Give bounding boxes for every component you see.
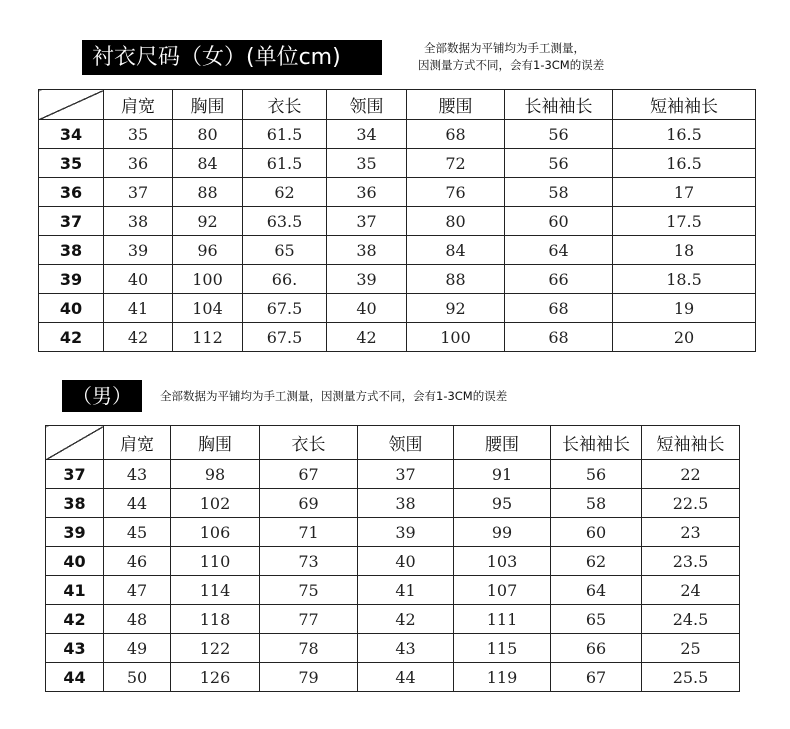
- women-note-line-2: 因测量方式不同，会有1-3CM的误差: [418, 58, 605, 72]
- measurement-cell: 46: [104, 547, 171, 576]
- measurement-cell: 78: [260, 634, 358, 663]
- measurement-cell: 43: [358, 634, 454, 663]
- size-label-cell: 40: [46, 547, 104, 576]
- size-label-cell: 42: [39, 323, 104, 352]
- measurement-cell: 41: [358, 576, 454, 605]
- column-header: 领围: [358, 426, 454, 460]
- measurement-cell: 38: [327, 236, 407, 265]
- measurement-cell: 22.5: [642, 489, 740, 518]
- measurement-cell: 50: [104, 663, 171, 692]
- measurement-cell: 67: [260, 460, 358, 489]
- measurement-cell: 17: [613, 178, 756, 207]
- measurement-cell: 36: [327, 178, 407, 207]
- table-row: [46, 605, 740, 634]
- column-header: 衣长: [243, 90, 327, 120]
- column-header: 短袖袖长: [642, 426, 740, 460]
- measurement-cell: 56: [505, 149, 613, 178]
- measurement-cell: 62: [243, 178, 327, 207]
- men-size-table: [45, 425, 740, 692]
- table-row: [39, 323, 756, 352]
- size-label-cell: 36: [39, 178, 104, 207]
- column-header: 肩宽: [104, 426, 171, 460]
- size-label-cell: 37: [39, 207, 104, 236]
- measurement-cell: 40: [358, 547, 454, 576]
- women-note-line-1: 全部数据为平铺均为手工测量，: [424, 41, 585, 55]
- measurement-cell: 45: [104, 518, 171, 547]
- women-measurement-note: [418, 40, 604, 74]
- measurement-cell: 71: [260, 518, 358, 547]
- measurement-cell: 16.5: [613, 149, 756, 178]
- measurement-cell: 61.5: [243, 120, 327, 149]
- measurement-cell: 112: [173, 323, 243, 352]
- men-measurement-note: 全部数据为平铺均为手工测量，因测量方式不同，会有1-3CM的误差: [160, 389, 508, 403]
- measurement-cell: 44: [358, 663, 454, 692]
- measurement-cell: 16.5: [613, 120, 756, 149]
- measurement-cell: 110: [171, 547, 260, 576]
- table-row: [39, 265, 756, 294]
- measurement-cell: 76: [407, 178, 505, 207]
- measurement-cell: 48: [104, 605, 171, 634]
- column-header: 腰围: [454, 426, 551, 460]
- measurement-cell: 24.5: [642, 605, 740, 634]
- measurement-cell: 99: [454, 518, 551, 547]
- column-header: 胸围: [171, 426, 260, 460]
- measurement-cell: 23.5: [642, 547, 740, 576]
- table-row: [39, 149, 756, 178]
- measurement-cell: 20: [613, 323, 756, 352]
- measurement-cell: 122: [171, 634, 260, 663]
- column-header: 衣长: [260, 426, 358, 460]
- measurement-cell: 84: [407, 236, 505, 265]
- measurement-cell: 88: [407, 265, 505, 294]
- size-label-cell: 43: [46, 634, 104, 663]
- measurement-cell: 56: [505, 120, 613, 149]
- measurement-cell: 68: [505, 294, 613, 323]
- measurement-cell: 67.5: [243, 323, 327, 352]
- measurement-cell: 64: [551, 576, 642, 605]
- table-row: [46, 576, 740, 605]
- measurement-cell: 56: [551, 460, 642, 489]
- measurement-cell: 62: [551, 547, 642, 576]
- measurement-cell: 18: [613, 236, 756, 265]
- table-row: [39, 178, 756, 207]
- measurement-cell: 80: [173, 120, 243, 149]
- table-row: [46, 663, 740, 692]
- measurement-cell: 66: [505, 265, 613, 294]
- measurement-cell: 39: [358, 518, 454, 547]
- size-label-cell: 37: [46, 460, 104, 489]
- measurement-cell: 68: [407, 120, 505, 149]
- measurement-cell: 77: [260, 605, 358, 634]
- column-header: 长袖袖长: [505, 90, 613, 120]
- size-label-cell: 42: [46, 605, 104, 634]
- table-row: [46, 634, 740, 663]
- measurement-cell: 47: [104, 576, 171, 605]
- measurement-cell: 111: [454, 605, 551, 634]
- size-label-cell: 34: [39, 120, 104, 149]
- column-header: 领围: [327, 90, 407, 120]
- measurement-cell: 43: [104, 460, 171, 489]
- size-label-cell: 39: [39, 265, 104, 294]
- measurement-cell: 40: [327, 294, 407, 323]
- size-label-cell: 44: [46, 663, 104, 692]
- women-table-title: 衬衣尺码（女）(单位cm): [82, 40, 382, 75]
- measurement-cell: 19: [613, 294, 756, 323]
- measurement-cell: 80: [407, 207, 505, 236]
- measurement-cell: 114: [171, 576, 260, 605]
- column-header: 胸围: [173, 90, 243, 120]
- measurement-cell: 75: [260, 576, 358, 605]
- measurement-cell: 60: [551, 518, 642, 547]
- measurement-cell: 38: [358, 489, 454, 518]
- table-row: [39, 120, 756, 149]
- size-label-cell: 38: [46, 489, 104, 518]
- measurement-cell: 18.5: [613, 265, 756, 294]
- measurement-cell: 119: [454, 663, 551, 692]
- size-label-cell: 40: [39, 294, 104, 323]
- measurement-cell: 69: [260, 489, 358, 518]
- size-label-cell: 38: [39, 236, 104, 265]
- measurement-cell: 38: [104, 207, 173, 236]
- measurement-cell: 115: [454, 634, 551, 663]
- measurement-cell: 35: [327, 149, 407, 178]
- table-row: [46, 460, 740, 489]
- measurement-cell: 67: [551, 663, 642, 692]
- column-header: 长袖袖长: [551, 426, 642, 460]
- size-label-cell: 35: [39, 149, 104, 178]
- measurement-cell: 66.: [243, 265, 327, 294]
- measurement-cell: 58: [505, 178, 613, 207]
- measurement-cell: 17.5: [613, 207, 756, 236]
- corner-diagonal-cell: [46, 426, 104, 460]
- measurement-cell: 37: [327, 207, 407, 236]
- measurement-cell: 65: [243, 236, 327, 265]
- measurement-cell: 67.5: [243, 294, 327, 323]
- measurement-cell: 66: [551, 634, 642, 663]
- measurement-cell: 65: [551, 605, 642, 634]
- column-header: 腰围: [407, 90, 505, 120]
- size-label-cell: 39: [46, 518, 104, 547]
- measurement-cell: 95: [454, 489, 551, 518]
- measurement-cell: 25: [642, 634, 740, 663]
- measurement-cell: 39: [104, 236, 173, 265]
- measurement-cell: 92: [173, 207, 243, 236]
- measurement-cell: 88: [173, 178, 243, 207]
- header-row: [46, 426, 740, 460]
- measurement-cell: 42: [104, 323, 173, 352]
- measurement-cell: 79: [260, 663, 358, 692]
- measurement-cell: 42: [327, 323, 407, 352]
- measurement-cell: 68: [505, 323, 613, 352]
- measurement-cell: 39: [327, 265, 407, 294]
- measurement-cell: 35: [104, 120, 173, 149]
- table-row: [39, 294, 756, 323]
- measurement-cell: 37: [358, 460, 454, 489]
- women-size-table: [38, 89, 756, 352]
- measurement-cell: 92: [407, 294, 505, 323]
- measurement-cell: 37: [104, 178, 173, 207]
- table-row: [46, 518, 740, 547]
- measurement-cell: 61.5: [243, 149, 327, 178]
- column-header: 短袖袖长: [613, 90, 756, 120]
- measurement-cell: 41: [104, 294, 173, 323]
- column-header: 肩宽: [104, 90, 173, 120]
- measurement-cell: 106: [171, 518, 260, 547]
- measurement-cell: 60: [505, 207, 613, 236]
- measurement-cell: 23: [642, 518, 740, 547]
- measurement-cell: 100: [407, 323, 505, 352]
- measurement-cell: 91: [454, 460, 551, 489]
- measurement-cell: 118: [171, 605, 260, 634]
- measurement-cell: 34: [327, 120, 407, 149]
- measurement-cell: 104: [173, 294, 243, 323]
- measurement-cell: 107: [454, 576, 551, 605]
- table-row: [46, 547, 740, 576]
- measurement-cell: 84: [173, 149, 243, 178]
- measurement-cell: 72: [407, 149, 505, 178]
- measurement-cell: 73: [260, 547, 358, 576]
- table-row: [46, 489, 740, 518]
- header-row: [39, 90, 756, 120]
- measurement-cell: 100: [173, 265, 243, 294]
- men-table-title: （男）: [62, 380, 142, 412]
- table-row: [39, 207, 756, 236]
- measurement-cell: 96: [173, 236, 243, 265]
- measurement-cell: 25.5: [642, 663, 740, 692]
- measurement-cell: 44: [104, 489, 171, 518]
- measurement-cell: 64: [505, 236, 613, 265]
- measurement-cell: 126: [171, 663, 260, 692]
- size-label-cell: 41: [46, 576, 104, 605]
- measurement-cell: 24: [642, 576, 740, 605]
- measurement-cell: 42: [358, 605, 454, 634]
- measurement-cell: 40: [104, 265, 173, 294]
- measurement-cell: 36: [104, 149, 173, 178]
- measurement-cell: 49: [104, 634, 171, 663]
- measurement-cell: 58: [551, 489, 642, 518]
- measurement-cell: 98: [171, 460, 260, 489]
- table-row: [39, 236, 756, 265]
- measurement-cell: 22: [642, 460, 740, 489]
- measurement-cell: 103: [454, 547, 551, 576]
- measurement-cell: 102: [171, 489, 260, 518]
- measurement-cell: 63.5: [243, 207, 327, 236]
- corner-diagonal-cell: [39, 90, 104, 120]
